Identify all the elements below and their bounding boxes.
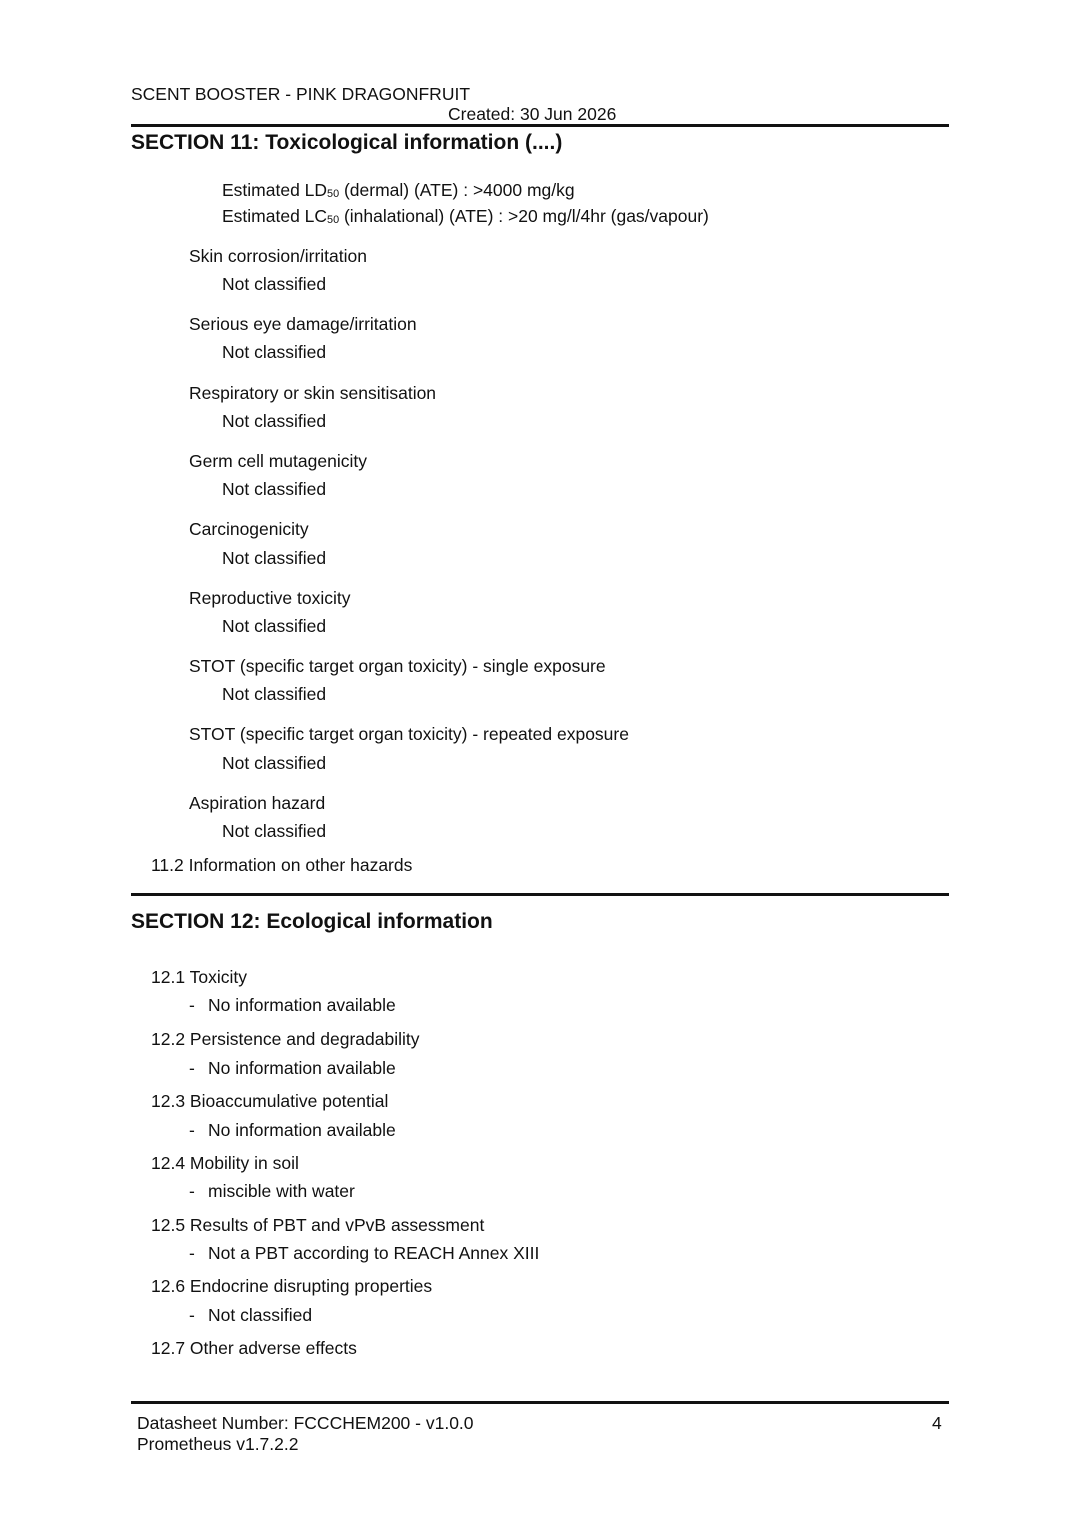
- hazard-value: Not classified: [222, 342, 327, 362]
- hazard-label: Skin corrosion/irritation: [189, 246, 367, 266]
- section-rule: [131, 893, 949, 896]
- hazard-label: Serious eye damage/irritation: [189, 314, 417, 334]
- eco-item-value: - No information available: [189, 1058, 396, 1078]
- hazard-label: STOT (specific target organ toxicity) - single exposure: [189, 656, 606, 676]
- software-version: Prometheus v1.7.2.2: [137, 1434, 299, 1454]
- other-hazards-heading: 11.2 Information on other hazards: [151, 855, 413, 875]
- hazard-label: Carcinogenicity: [189, 519, 309, 539]
- eco-item-value: - Not classified: [189, 1305, 313, 1325]
- hazard-label: Respiratory or skin sensitisation: [189, 383, 437, 403]
- ate-line: Estimated LC50 (inhalational) (ATE) : >20 mg/l/4hr (gas/vapour): [222, 206, 709, 226]
- hazard-value: Not classified: [222, 479, 327, 499]
- eco-item-label: 12.5 Results of PBT and vPvB assessment: [151, 1215, 485, 1235]
- section-11-title: SECTION 11: Toxicological information (....): [131, 131, 563, 154]
- hazard-label: STOT (specific target organ toxicity) - repeated exposure: [189, 724, 629, 744]
- hazard-value: Not classified: [222, 753, 327, 773]
- eco-item-value: - No information available: [189, 1120, 396, 1140]
- ate-line: Estimated LD50 (dermal) (ATE) : >4000 mg/kg: [222, 180, 575, 200]
- hazard-value: Not classified: [222, 616, 327, 636]
- eco-item-value: - Not a PBT according to REACH Annex XIII: [189, 1243, 540, 1263]
- eco-item-value: - miscible with water: [189, 1181, 355, 1201]
- eco-item-label: 12.2 Persistence and degradability: [151, 1029, 420, 1049]
- hazard-value: Not classified: [222, 821, 327, 841]
- product-name: SCENT BOOSTER - PINK DRAGONFRUIT: [131, 84, 471, 104]
- created-date: Created: 30 Jun 2026: [448, 104, 617, 124]
- hazard-value: Not classified: [222, 411, 327, 431]
- eco-item-label: 12.1 Toxicity: [151, 967, 247, 987]
- hazard-label: Germ cell mutagenicity: [189, 451, 367, 471]
- header-rule: [131, 124, 949, 127]
- eco-item-label: 12.4 Mobility in soil: [151, 1153, 299, 1173]
- hazard-value: Not classified: [222, 684, 327, 704]
- footer-rule: [131, 1401, 949, 1404]
- hazard-value: Not classified: [222, 548, 327, 568]
- hazard-label: Aspiration hazard: [189, 793, 326, 813]
- hazard-label: Reproductive toxicity: [189, 588, 351, 608]
- other-effects-heading: 12.7 Other adverse effects: [151, 1338, 357, 1358]
- eco-item-label: 12.3 Bioaccumulative potential: [151, 1091, 389, 1111]
- section-12-title: SECTION 12: Ecological information: [131, 910, 493, 933]
- datasheet-number: Datasheet Number: FCCCHEM200 - v1.0.0: [137, 1413, 474, 1433]
- eco-item-value: - No information available: [189, 995, 396, 1015]
- page-number: 4: [932, 1413, 942, 1433]
- hazard-value: Not classified: [222, 274, 327, 294]
- eco-item-label: 12.6 Endocrine disrupting properties: [151, 1276, 433, 1296]
